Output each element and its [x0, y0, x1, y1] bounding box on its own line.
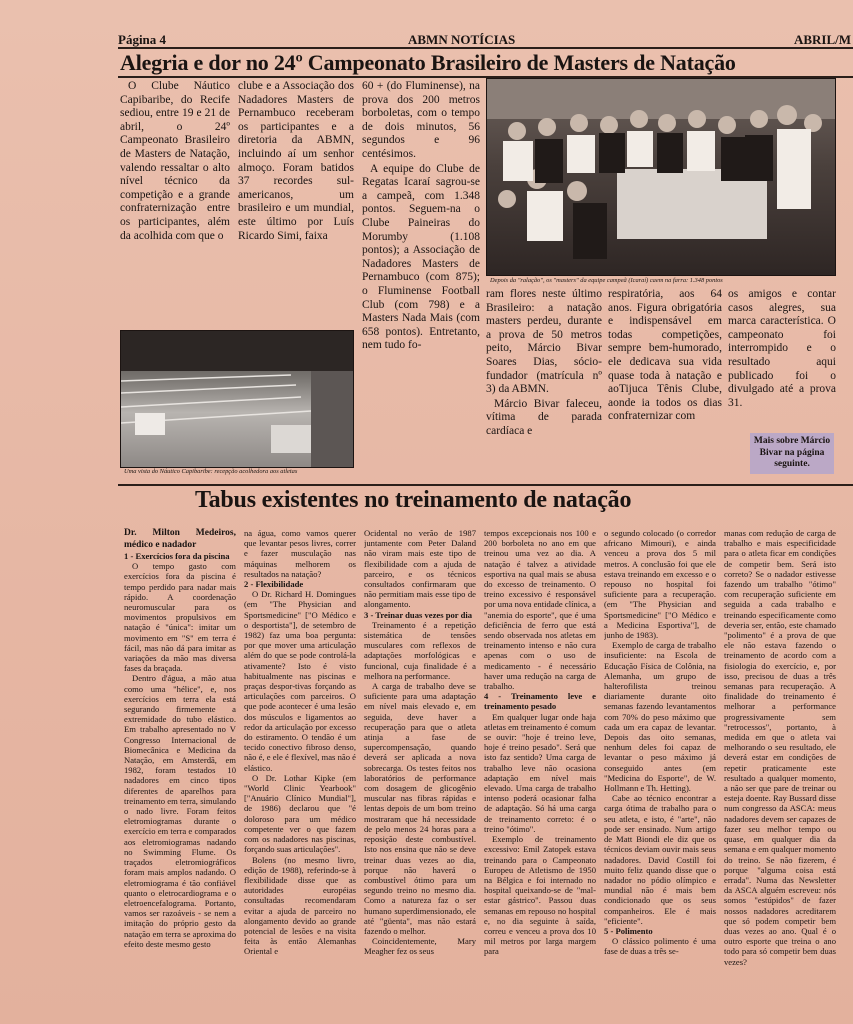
- article2-col3-text-d: Coincidentemente, Mary Meagher fez os seus: [364, 936, 476, 957]
- team-celebration-photo-art: [487, 79, 835, 275]
- page-number: Página 4: [118, 32, 167, 47]
- article1-col4-text-b: Márcio Bivar faleceu, vítima de parada cardíaca e: [486, 397, 602, 437]
- section-heading-5: 5 - Polimento: [604, 925, 653, 936]
- section-heading-3: 3 - Treinar duas vezes por dia: [364, 609, 473, 620]
- article1-col5-text: respiratória, aos 64 anos. Figura obrigatória e indispensável em todas competições, sempre bem-humorado, ele dedicava sua vida quase toda à natação e aoTijuca Tênis Clube, aonde ia todos os dias confraternizar com: [608, 288, 722, 423]
- article1-col4: [486, 288, 602, 482]
- newspaper-name: ABMN NOTÍCIAS: [408, 32, 516, 47]
- article1-headline: Alegria e dor no 24º Campeonato Brasileiro de Masters de Natação: [120, 50, 736, 75]
- article1-col3: [362, 80, 480, 482]
- article2-col2: [244, 528, 356, 1022]
- article-separator-rule: [118, 484, 853, 486]
- article1-col3-text-b: A equipe do Clube de Regatas Icaraí sagrou-se a campeã, com 1.348 pontos. Seguem-na o Clube Paineiras do Morumby (1.108 pontos); a Associação de Nadadores Masters de Pernambuco (com 875); o Fluminense Football Club (com 798) e a Masters Nada Mais (com 658 pontos). Entretanto, nem tudo fo-: [362, 162, 480, 352]
- section-heading-4: 4 - Treinamento leve e treinamento pesado: [484, 691, 596, 712]
- article1-col2: [238, 80, 354, 336]
- article1-col5: [608, 288, 722, 482]
- article2-col4-text-a: tempos excepcionais nos 100 e 200 borboleta no ano em que treinou uma vez ao dia. A natação é talvez a atividade esportiva na qual mais se abusa do excesso de treinamento. O treino excessivo é responsável por uma nova entidade clínica, a "anemia do esporte", que é uma deficiência de ferro que está sendo observada nos atletas em treinamento intenso e não cura apenas com o uso de medicamento - é necessário haver uma redução na carga de trabalho.: [484, 528, 596, 692]
- article1-col6-text: os amigos e contar casos alegres, sua marca característica. O campeonato foi interrompido e o resultado aqui publicado foi o divulgado até a prova 31.: [728, 288, 836, 409]
- author-byline: Dr. Milton Medeiros, médico e nadador: [124, 528, 236, 550]
- article1-col1-text: O Clube Náutico Capibaribe, do Recife sediou, entre 19 e 21 de abril, o 24º Campeonato Brasileiro de Masters de Natação, valendo ressaltar o alto nível técnico da competição e a grande confraternização entre os participantes, além da acolhida com que o: [120, 80, 230, 242]
- section-heading-2: 2 - Flexibilidade: [244, 579, 304, 590]
- article2-headline: Tabus existentes no treinamento de natação: [195, 487, 632, 513]
- article2-col1: [124, 528, 236, 1022]
- team-photo-caption: Depois da "ralação", os "masters" da equipe campeã (Icaraí) caem na farra: 1.348 pontos: [490, 277, 723, 284]
- article1-col4-text-a: ram flores neste último Brasileiro: a natação masters perdeu, durante a prova de 50 metros peito, Márcio Bivar Soares Dias, sócio-fundador (matrícula nº 3) da ABMN.: [486, 288, 602, 396]
- page-header: [118, 30, 853, 48]
- pool-photo-art: [121, 331, 353, 467]
- article2-col2-text-a: na água, como vamos querer que levantar pesos livres, correr e fazer musculação nas máquinas melhorem os resultados na natação?: [244, 528, 356, 579]
- article2-col4-text-b: Em qualquer lugar onde haja atletas em treinamento é comum se ouvir: "hoje é treino leve, hoje é treino pesado". Será que isto faz sentido? Uma carga de trabalho leve não ocasiona adaptação em nível mais elevado. Uma carga de trabalho intenso poderá ocasionar falha de adaptação. Só há uma carga de treinamento correto: é o treino "ótimo".: [484, 711, 596, 834]
- article2-col1-text-b: Dentro d'água, a mão atua como uma "hélice", e, nos exercícios em terra ela está segurando firmemente a extremidade do tubo elástico. Em trabalho apresentado no V Congresso Internacional de Biomecânica e Medicina da Natação, em Amsterdã, em 1982, foram testados 10 nadadores em cinco tipos diferentes de aparelhos para treinamento em terra, simulando o nado livre. Foram feitos eletromiogramas durante o exercício em terra e comparados aos eletromiogramas nadando no Swimming Flume. Os traçados eletromiográficos foram mais amplos nadando. O eletromiograma é tão confiável quanto o eletrocardiograma e o eletroencefalograma. Portanto, vamos ser razoáveis - se nem a imitação do próprio gesto da natação em terra se aproxima do efeito deste mesmo gesto: [124, 673, 236, 949]
- article2-col2-text-b: O Dr. Richard H. Domingues (em "The Physician and Sportsmedicine" ["O Médico e o desportista"], de setembro de 1982) faz uma boa pergunta: por que mover uma articulação além do que se pode controlá-la ativamente? Isto é visto habitualmente nas piscinas e praças despor-tivas forçando as articulações com parceiros. O que pode acontecer é uma lesão dos músculos e ligamentos ao redor da articulação por excesso do estiramento. O tendão é um tecido conectivo fibroso denso, não é, e ele é flexível, mas não é elástico.: [244, 589, 356, 773]
- article2-col4-text-c: Exemplo de treinamento excessivo: Emil Zatopek estava treinando para o Campeonato Europeu de Atletismo de 1950 na Bélgica e foi internado no hospital queixando-se de "mal-estar gástrico". Passou duas semanas em repouso no hospital e, no dia seguinte à saída, correu e venceu a prova dos 10 mil metros por larga margem para: [484, 834, 596, 957]
- more-info-box: Mais sobre Márcio Bivar na página seguinte.: [750, 433, 834, 474]
- team-celebration-photo: [486, 78, 836, 276]
- article1-col6: [728, 288, 836, 428]
- article1-col1: [120, 80, 230, 336]
- article2-col5-text-c: Cabe ao técnico encontrar a carga ótima de trabalho para o seu atleta, e isto, é "arte", não pode ser ensinado. Num artigo de Matt Biondi ele diz que os técnicos deviam ouvir mais seus nadadores. David Costill foi muito feliz quando disse que o nadador no pódio olímpico e mundial não é mais bem condicionado que os seus companheiros. Ele é mais "eficiente".: [604, 793, 716, 926]
- article2-col5-text-d: O clássico polimento é uma fase de duas a três se-: [604, 936, 716, 957]
- article2-col5: [604, 528, 716, 1022]
- section-heading-1: 1 - Exercícios fora da piscina: [124, 551, 230, 561]
- article2-col3-text-a: Ocidental no verão de 1987 juntamente com Peter Daland não viram mais este tipo de flexibilidade com a ajuda de parceiro, e os técnicos consultados confirmaram que não permitiam mais esse tipo de alongamento.: [364, 528, 476, 610]
- article2-col3-text-c: A carga de trabalho deve se suficiente para uma adaptação em nível mais elevado e, em seguida, deve haver a recuperação para que o atleta atinja a fase de supercompensação, quando deverá ser aplicada a nova sobrecarga. Os testes feitos nos laboratórios de performance com dosagem de glicogênio muscular nas fibras rápidas e lentas depois de um bom treino mostraram que há necessidade de pelo menos 24 horas para a reposição deste combustível. Isto nos ensina que não se deve treinar duas vezes ao dia, porque não haverá o combustível ótimo para um segundo treino no mesmo dia. Como a natureza faz o ser humano superdimensionado, ele até "güenta", mas não estará fazendo o melhor.: [364, 681, 476, 936]
- article2-col4: [484, 528, 596, 1022]
- header-rule: [118, 47, 853, 49]
- article2-col2-text-d: Bolens (no mesmo livro, edição de 1988), referindo-se à flexibilidade disse que as autoridades européias consultadas recomendaram evitar a ajuda de parceiro no alongamento devido ao grande potencial de lesões e na visita feita às então Alemanhas Oriental e: [244, 854, 356, 957]
- pool-photo: [120, 330, 354, 468]
- article1-col3-text-a: 60 + (do Fluminense), na prova dos 200 metros borboletas, com o tempo de dois minutos, 56 segundos e 96 centésimos.: [362, 80, 480, 160]
- article2-col3: [364, 528, 476, 1022]
- article1-col2-text: clube e a Associação dos Nadadores Masters de Pernambuco receberam os participantes e a diretoria da ABMN, incluindo aí um senhor almoço. Foram batidos 37 recordes sul-americanos, um brasileiro e um mundial, este último por Luís Ricardo Simi, faixa: [238, 80, 354, 242]
- pool-photo-caption: Uma vista do Náutico Capibaribe: recepção acolhedora aos atletas: [124, 468, 298, 475]
- article2-col1-text-a: O tempo gasto com exercícios fora da piscina é tempo perdido para nadar mais rápido. A coordenação neuromuscular para os movimentos propulsivos em natação é "única": imitar um movimento em "S" em terra é fácil, mas não dá para imitar as variações da mão mas diversa fases da braçada.: [124, 561, 236, 674]
- article2-col2-text-c: O Dr. Lothar Kipke (em "World Clinic Yearbook" ["Anuário Clínico Mundial"], de 1986) declarou que "é doloroso para um médico competente ver o que fazem com os nadadores nas piscinas, forçando suas articulações".: [244, 772, 356, 855]
- article2-col3-text-b: Treinamento é a repetição sistemática de tensões musculares com reflexos de adaptações morfológicas e funcional, cuja finalidade é a melhora na performance.: [364, 619, 476, 681]
- issue-date: ABRIL/M: [793, 32, 851, 47]
- article2-col6: [724, 528, 836, 1022]
- article2-col5-text-b: Exemplo de carga de trabalho insuficiente: na Escola de Educação Física de Colônia, na Alemanha, um grupo de halterofilista treinou diariamente durante oito semanas fazendo levantamentos com 70% do peso máximo que cada um era capaz de levantar. Depois das oito semanas, nenhum deles foi capaz de levantar o peso máximo já conseguido antes (em "Medicina do Esporte", de W. Hollmann e Th. Hetting).: [604, 640, 716, 794]
- article2-col5-text-a: o segundo colocado (o corredor africano Mimouri), e ainda venceu a prova dos 5 mil metros. A conclusão foi que ele estava treinando em excesso e o repouso no hospital foi suficiente para a recuperação. (em "The Physician and Sportsmedicine" ["O Médico e a Medicina Esportiva"], de junho de 1983).: [604, 528, 716, 641]
- article2-col6-text: manas com redução de carga de trabalho e mais especificidade para o atleta ficar em condições de competir bem. Será isto correto? Se o nadador estivesse fazendo um trabalho "ótimo" com recuperação suficiente em seguida a cada trabalho e treinando especificamente como deveria ser, então, este chamado "polimento" é a prova de que ele não estava fazendo o treinamento de acordo com a fisiologia do exercício, e, por isso, precisou de duas a três semanas para recuperação. A finalidade do treinamento é melhorar a performance progressivamente sem "retrocessos", portanto, à medida em que o atleta vai melhorando o seu resultado, ele deverá estar em condições de repetir praticamente este resultado a qualquer momento, a não ser que pare de treinar ou esteja doente. Ray Bussard disse num congresso da ASCA: meus nadadores devem ser capazes de fazer seu melhor tempo ou quase, em qualquer dia da semana e em qualquer momento do treino. Se não fizerem, é porque "alguma coisa está errada". Numa das Newsletter da ASCA alguém escreveu: nós somos "estúpidos" de fazer nossos nadadores acreditarem que só podem competir bem duas vezes ao ano. Qual é o outro esporte que treina o ano todo para só competir bem duas vezes?: [724, 528, 836, 967]
